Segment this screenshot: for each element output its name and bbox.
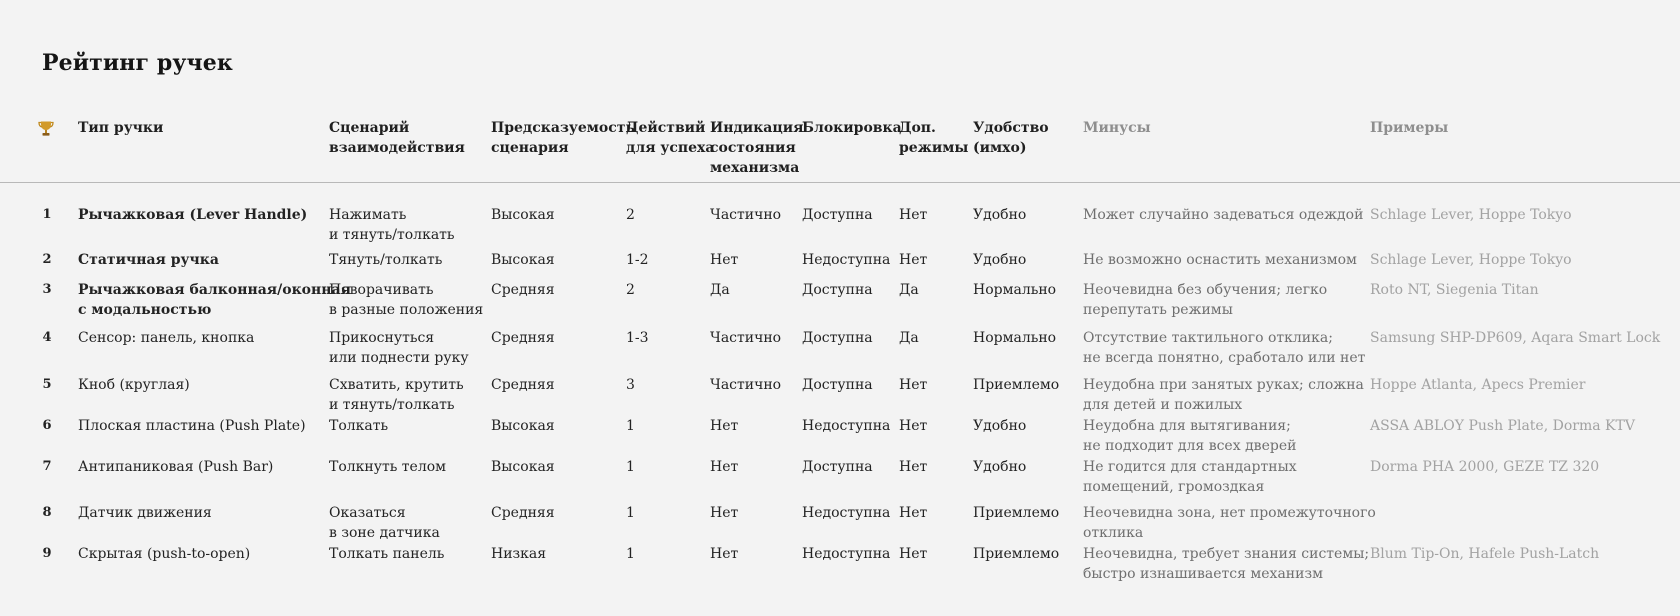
scenario-cell [329, 375, 464, 415]
modes-cell: Нет [899, 377, 928, 393]
modes-cell: Нет [899, 252, 928, 268]
cons-cell [1083, 328, 1365, 368]
predictability-cell: Средняя [491, 330, 555, 346]
scenario-line: Толкать панель [329, 546, 445, 562]
type-cell [78, 328, 254, 348]
header-indication [710, 118, 803, 178]
cons-cell [1083, 503, 1376, 543]
comfort-cell: Приемлемо [973, 377, 1060, 393]
indication-cell: Нет [710, 459, 739, 475]
indication-cell: Частично [710, 207, 782, 223]
type-line: Плоская пластина (Push Plate) [78, 418, 306, 434]
scenario-line: Толкать [329, 418, 389, 434]
type-cell [78, 416, 306, 436]
comfort-cell: Удобно [973, 459, 1027, 475]
header-line: Действий [626, 120, 706, 136]
scenario-cell [329, 544, 444, 564]
header-comfort [973, 118, 1049, 158]
scenario-cell [329, 250, 442, 270]
rank-cell: 4 [42, 330, 52, 345]
header-line: Блокировка [802, 120, 902, 136]
lock-cell: Доступна [802, 282, 873, 298]
examples-cell: Hoppe Atlanta, Apecs Premier [1370, 377, 1586, 393]
lock-cell: Доступна [802, 459, 873, 475]
header-actions [626, 118, 714, 158]
modes-cell: Нет [899, 505, 928, 521]
indication-cell: Нет [710, 505, 739, 521]
header-modes [899, 118, 968, 158]
scenario-line: Оказаться [329, 505, 406, 521]
cons-cell [1083, 457, 1297, 497]
cons-line: Неочевидна зона, нет промежуточного [1083, 505, 1376, 521]
scenario-line: Поворачивать [329, 282, 434, 298]
modes-cell: Нет [899, 546, 928, 562]
rank-cell: 2 [42, 252, 52, 267]
type-cell [78, 457, 273, 477]
type-line: Рычажковая балконная/оконная [78, 282, 351, 298]
type-cell [78, 375, 190, 395]
lock-cell: Доступна [802, 330, 873, 346]
indication-cell: Нет [710, 252, 739, 268]
predictability-cell: Высокая [491, 418, 555, 434]
header-line: взаимодействия [329, 140, 465, 156]
cons-cell [1083, 416, 1296, 456]
modes-cell: Нет [899, 459, 928, 475]
scenario-cell [329, 503, 440, 543]
type-cell [78, 205, 307, 225]
cons-line: помещений, громоздкая [1083, 479, 1265, 495]
scenario-cell [329, 205, 455, 245]
trophy-icon [38, 120, 54, 137]
header-cons [1083, 118, 1151, 138]
scenario-line: в зоне датчика [329, 525, 440, 541]
scenario-cell [329, 416, 388, 436]
scenario-line: в разные положения [329, 302, 484, 318]
modes-cell: Нет [899, 207, 928, 223]
scenario-cell [329, 328, 469, 368]
scenario-line: или поднести руку [329, 350, 469, 366]
rank-cell: 1 [42, 207, 52, 222]
header-line: сценария [491, 140, 569, 156]
examples-cell: Blum Tip-On, Hafele Push-Latch [1370, 546, 1600, 562]
header-line: Доп. [899, 120, 936, 136]
cons-line: не всегда понятно, сработало или нет [1083, 350, 1366, 366]
cons-line: отклика [1083, 525, 1144, 541]
cons-line: перепутать режимы [1083, 302, 1233, 318]
header-line: режимы [899, 140, 969, 156]
page-title: Рейтинг ручек [42, 50, 233, 76]
comfort-cell: Удобно [973, 252, 1027, 268]
type-line: с модальностью [78, 302, 212, 318]
scenario-line: и тянуть/толкать [329, 227, 455, 243]
table-header [0, 118, 1680, 183]
actions-cell: 2 [626, 207, 635, 223]
lock-cell: Доступна [802, 207, 873, 223]
predictability-cell: Низкая [491, 546, 547, 562]
header-predictability [491, 118, 635, 158]
type-line: Рычажковая (Lever Handle) [78, 207, 308, 223]
comfort-cell: Нормально [973, 282, 1057, 298]
modes-cell: Да [899, 282, 919, 298]
type-cell [78, 280, 351, 320]
actions-cell: 3 [626, 377, 635, 393]
lock-cell: Доступна [802, 377, 873, 393]
lock-cell: Недоступна [802, 505, 891, 521]
actions-cell: 1 [626, 418, 635, 434]
rank-cell: 6 [42, 418, 52, 433]
cons-line: Неудобна для вытягивания; [1083, 418, 1291, 434]
header-line: Предсказуемость [491, 120, 635, 136]
cons-cell [1083, 544, 1369, 584]
cons-cell [1083, 250, 1357, 270]
indication-cell: Нет [710, 546, 739, 562]
header-line: Минусы [1083, 120, 1151, 136]
indication-cell: Да [710, 282, 730, 298]
header-lock [802, 118, 902, 138]
header-line: Индикация [710, 120, 804, 136]
scenario-line: Схватить, крутить [329, 377, 464, 393]
cons-line: быстро изнашивается механизм [1083, 566, 1323, 582]
comfort-cell: Удобно [973, 418, 1027, 434]
actions-cell: 1 [626, 546, 635, 562]
type-line: Кноб (круглая) [78, 377, 190, 393]
header-line: механизма [710, 160, 800, 176]
scenario-line: Тянуть/толкать [329, 252, 443, 268]
cons-line: Неочевидна без обучения; легко [1083, 282, 1328, 298]
type-line: Сенсор: панель, кнопка [78, 330, 255, 346]
cons-line: Не возможно оснастить механизмом [1083, 252, 1357, 268]
type-cell [78, 503, 212, 523]
examples-cell: Roto NT, Siegenia Titan [1370, 282, 1539, 298]
rank-cell: 7 [42, 459, 52, 474]
examples-cell: Samsung SHP-DP609, Aqara Smart Lock [1370, 330, 1661, 346]
cons-cell [1083, 375, 1364, 415]
examples-cell: ASSA ABLOY Push Plate, Dorma KTV [1370, 418, 1635, 434]
header-line: Удобство [973, 120, 1049, 136]
cons-cell [1083, 280, 1327, 320]
header-line: для успеха [626, 140, 715, 156]
cons-line: не подходит для всех дверей [1083, 438, 1297, 454]
predictability-cell: Высокая [491, 459, 555, 475]
header-line: Сценарий [329, 120, 410, 136]
type-line: Датчик движения [78, 505, 212, 521]
header-line: состояния [710, 140, 796, 156]
lock-cell: Недоступна [802, 252, 891, 268]
type-cell [78, 544, 250, 564]
predictability-cell: Средняя [491, 377, 555, 393]
actions-cell: 1-2 [626, 252, 649, 268]
rank-cell: 5 [42, 377, 52, 392]
rank-cell: 3 [42, 282, 52, 297]
header-type [78, 118, 163, 138]
predictability-cell: Средняя [491, 282, 555, 298]
type-line: Статичная ручка [78, 252, 219, 268]
lock-cell: Недоступна [802, 546, 891, 562]
comfort-cell: Приемлемо [973, 505, 1060, 521]
cons-line: Отсутствие тактильного отклика; [1083, 330, 1333, 346]
header-line: Примеры [1370, 120, 1449, 136]
actions-cell: 1 [626, 505, 635, 521]
lock-cell: Недоступна [802, 418, 891, 434]
modes-cell: Нет [899, 418, 928, 434]
comfort-cell: Приемлемо [973, 546, 1060, 562]
examples-cell: Schlage Lever, Hoppe Tokyo [1370, 252, 1572, 268]
type-line: Антипаниковая (Push Bar) [78, 459, 274, 475]
comfort-cell: Удобно [973, 207, 1027, 223]
predictability-cell: Средняя [491, 505, 555, 521]
examples-cell: Dorma PHA 2000, GEZE TZ 320 [1370, 459, 1600, 475]
indication-cell: Частично [710, 330, 782, 346]
scenario-cell [329, 457, 446, 477]
cons-line: Неочевидна, требует знания системы; [1083, 546, 1370, 562]
indication-cell: Частично [710, 377, 782, 393]
predictability-cell: Высокая [491, 252, 555, 268]
cons-line: для детей и пожилых [1083, 397, 1243, 413]
indication-cell: Нет [710, 418, 739, 434]
scenario-line: Прикоснуться [329, 330, 435, 346]
cons-line: Неудобна при занятых руках; сложна [1083, 377, 1364, 393]
scenario-line: Нажимать [329, 207, 407, 223]
comfort-cell: Нормально [973, 330, 1057, 346]
scenario-cell [329, 280, 483, 320]
actions-cell: 1-3 [626, 330, 649, 346]
cons-line: Может случайно задеваться одеждой [1083, 207, 1364, 223]
actions-cell: 2 [626, 282, 635, 298]
cons-line: Не годится для стандартных [1083, 459, 1297, 475]
scenario-line: Толкнуть телом [329, 459, 447, 475]
modes-cell: Да [899, 330, 919, 346]
header-line: Тип ручки [78, 120, 164, 136]
examples-cell: Schlage Lever, Hoppe Tokyo [1370, 207, 1572, 223]
scenario-line: и тянуть/толкать [329, 397, 455, 413]
type-line: Скрытая (push-to-open) [78, 546, 251, 562]
type-cell [78, 250, 219, 270]
cons-cell [1083, 205, 1363, 225]
actions-cell: 1 [626, 459, 635, 475]
rank-cell: 9 [42, 546, 52, 561]
rank-cell: 8 [42, 505, 52, 520]
header-line: (имхо) [973, 140, 1027, 156]
header-scenario [329, 118, 465, 158]
header-examples [1370, 118, 1448, 138]
predictability-cell: Высокая [491, 207, 555, 223]
